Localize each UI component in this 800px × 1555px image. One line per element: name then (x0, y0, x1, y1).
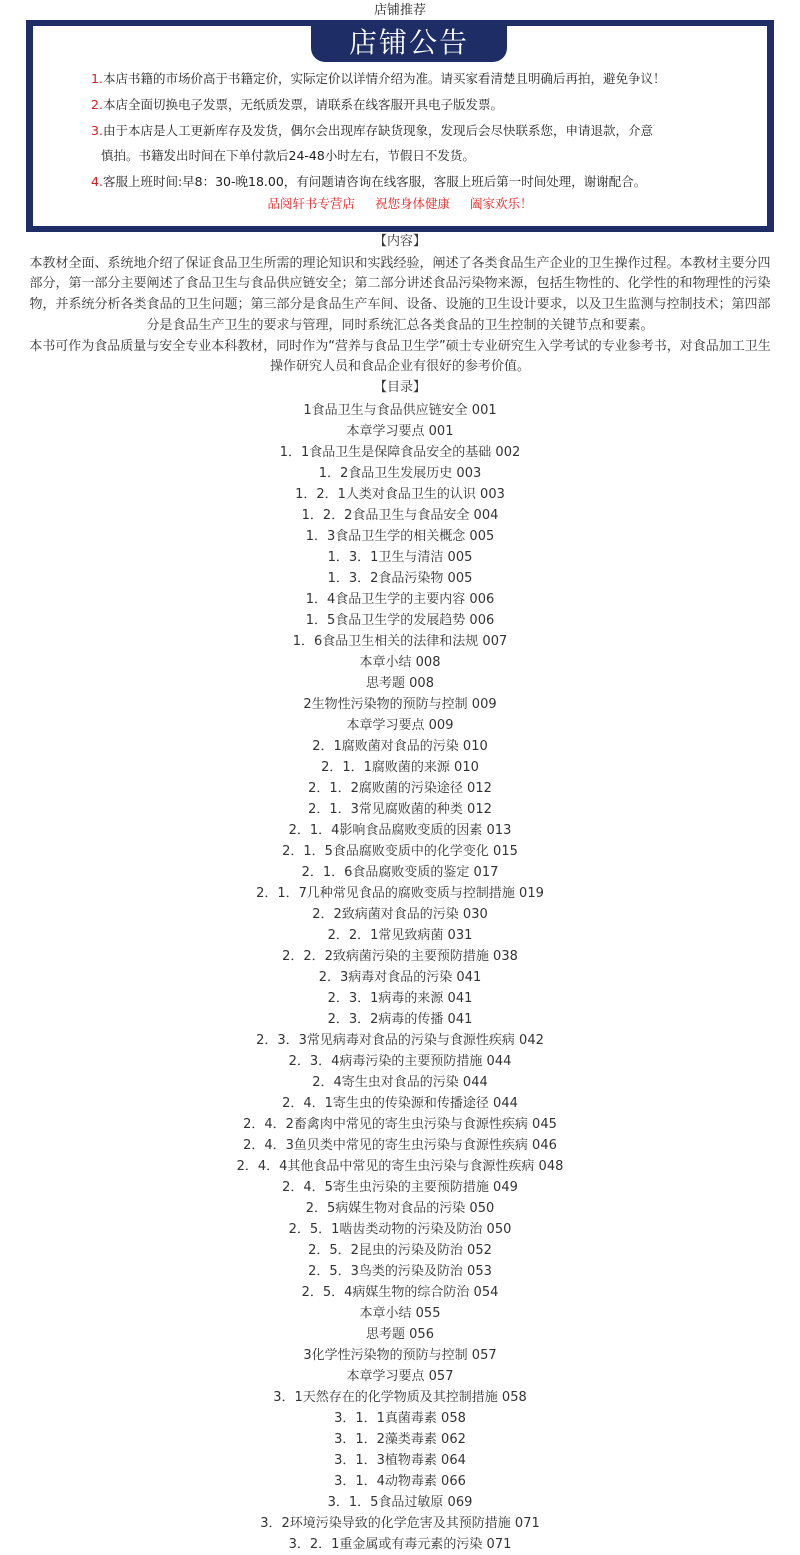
store-notice-title: 店铺公告 (311, 24, 507, 62)
toc-item: 1食品卫生与食品供应链安全 001 (303, 403, 497, 418)
toc-item: 1．5食品卫生学的发展趋势 006 (305, 613, 495, 628)
toc-item: 1．6食品卫生相关的法律和法规 007 (292, 634, 508, 649)
content-heading: 【内容】 (373, 234, 426, 249)
toc-item: 2．1腐败菌对食品的污染 010 (312, 739, 488, 754)
footer-greeting-2: 阖家欢乐！ (469, 196, 533, 211)
notice-line-text: 由于本店是人工更新库存及发货，偶尔会出现库存缺货现象，发现后会尽快联系您，申请退款，介意 (102, 123, 653, 138)
store-notice-body (33, 26, 767, 226)
page-title: 店铺推荐 (373, 3, 426, 18)
store-notice-banner (26, 20, 774, 232)
toc-item: 2．4．3鱼贝类中常见的寄生虫污染与食源性疾病 046 (243, 1138, 557, 1153)
toc-item: 2．1．4影响食品腐败变质的因素 013 (288, 823, 512, 838)
toc-item: 思考题 056 (366, 1327, 434, 1342)
content-line-2: 部分，第一部分主要阐述了食品卫生与食品供应链安全；第二部分讲述食品污染物来源，包括生物性的、化学性的和物理性的污染 (29, 276, 771, 291)
content-line-5: 本书可作为食品质量与安全专业本科教材，同时作为“营养与食品卫生学”硕士专业研究生入学考试的专业参考书，对食品加工卫生 (29, 339, 771, 354)
toc-item: 2生物性污染物的预防与控制 009 (303, 697, 497, 712)
toc-item: 1．2．2食品卫生与食品安全 004 (301, 508, 499, 523)
toc-item: 2．3．4病毒污染的主要预防措施 044 (288, 1054, 512, 1069)
toc-item: 2．5．4病媒生物的综合防治 054 (301, 1285, 499, 1300)
toc-item: 3．2．1重金属或有毒元素的污染 071 (288, 1537, 512, 1552)
notice-line-text: 客服上班时间:早8：30-晚18.00，有问题请咨询在线客服，客服上班后第一时间处理，谢谢配合。 (102, 174, 647, 189)
toc-item: 1．3．2食品污染物 005 (327, 571, 473, 586)
toc-item: 2．1．1腐败菌的来源 010 (321, 760, 479, 775)
table-of-contents (0, 400, 800, 1555)
toc-item: 2．1．7几种常见食品的腐败变质与控制措施 019 (256, 886, 544, 901)
toc-item: 3．1．3植物毒素 064 (334, 1453, 466, 1468)
toc-item: 2．2致病菌对食品的污染 030 (312, 907, 488, 922)
content-line-1: 本教材全面、系统地介绍了保证食品卫生所需的理论知识和实践经验，阐述了各类食品生产企业的卫生操作过程。本教材主要分四 (29, 256, 771, 271)
toc-item: 1．3．1卫生与清洁 005 (327, 550, 473, 565)
toc-item: 2．1．6食品腐败变质的鉴定 017 (301, 865, 499, 880)
toc-item: 本章学习要点 057 (346, 1369, 454, 1384)
content-line-6: 操作研究人员和食品企业有很好的参考价值。 (269, 359, 530, 374)
toc-item: 2．5．1啮齿类动物的污染及防治 050 (288, 1222, 512, 1237)
toc-item: 2．4．1寄生虫的传染源和传播途径 044 (282, 1096, 518, 1111)
notice-line-text: 慎拍。书籍发出时间在下单付款后24-48小时左右，节假日不发货。 (101, 148, 475, 163)
toc-item: 1．4食品卫生学的主要内容 006 (305, 592, 495, 607)
toc-item: 思考题 008 (366, 676, 434, 691)
toc-item: 3．1．4动物毒素 066 (334, 1474, 466, 1489)
toc-item: 1．1食品卫生是保障食品安全的基础 002 (279, 445, 521, 460)
notice-line-3-continued (101, 146, 475, 166)
toc-item: 2．4．2畜禽肉中常见的寄生虫污染与食源性疾病 045 (243, 1117, 557, 1132)
toc-item: 2．2．1常见致病菌 031 (327, 928, 473, 943)
toc-item: 2．1．3常见腐败菌的种类 012 (308, 802, 492, 817)
notice-line-text: 本店全面切换电子发票，无纸质发票，请联系在线客服开具电子版发票。 (102, 97, 503, 112)
notice-line-text: 本店书籍的市场价高于书籍定价，实际定价以详情介绍为准。请买家看清楚且明确后再拍，避免争议！ (102, 71, 666, 86)
toc-item: 2．5．3鸟类的污染及防治 053 (308, 1264, 492, 1279)
content-line-4: 分是食品生产卫生的要求与管理，同时系统汇总各类食品的卫生控制的关键节点和要素。 (146, 318, 654, 333)
notice-line-3 (91, 121, 653, 141)
toc-item: 2．3．3常见病毒对食品的污染与食源性疾病 042 (256, 1033, 544, 1048)
toc-item: 2．1．5食品腐败变质中的化学变化 015 (282, 844, 518, 859)
notice-line-number: 2. (91, 97, 103, 112)
notice-footer (33, 194, 767, 212)
toc-item: 1．2．1人类对食品卫生的认识 003 (295, 487, 505, 502)
toc-item: 本章小结 055 (359, 1306, 441, 1321)
toc-item: 3．1天然存在的化学物质及其控制措施 058 (273, 1390, 527, 1405)
toc-item: 2．1．2腐败菌的污染途径 012 (308, 781, 492, 796)
notice-line-number: 3. (91, 123, 103, 138)
notice-line-4 (91, 172, 646, 192)
toc-item: 本章小结 008 (359, 655, 441, 670)
toc-item: 2．4寄生虫对食品的污染 044 (312, 1075, 488, 1090)
toc-item: 2．3病毒对食品的污染 041 (318, 970, 482, 985)
toc-item: 3．1．2藻类毒素 062 (334, 1432, 466, 1447)
notice-line-number: 1. (91, 71, 103, 86)
toc-heading: 【目录】 (373, 380, 426, 395)
toc-item: 2．4．5寄生虫污染的主要预防措施 049 (282, 1180, 518, 1195)
toc-item: 本章学习要点 001 (346, 424, 454, 439)
store-name: 品阅轩书专营店 (267, 196, 355, 211)
toc-item: 1．3食品卫生学的相关概念 005 (305, 529, 495, 544)
notice-line-number: 4. (91, 174, 103, 189)
toc-item: 2．2．2致病菌污染的主要预防措施 038 (282, 949, 518, 964)
toc-item: 3．1．1真菌毒素 058 (334, 1411, 466, 1426)
toc-item: 2．3．2病毒的传播 041 (327, 1012, 473, 1027)
notice-line-2 (91, 95, 503, 115)
toc-item: 2．3．1病毒的来源 041 (327, 991, 473, 1006)
toc-item: 3．1．5食品过敏原 069 (327, 1495, 473, 1510)
toc-item: 3．2环境污染导致的化学危害及其预防措施 071 (260, 1516, 540, 1531)
toc-item: 2．5．2昆虫的污染及防治 052 (308, 1243, 492, 1258)
toc-item: 本章学习要点 009 (346, 718, 454, 733)
toc-item: 2．4．4其他食品中常见的寄生虫污染与食源性疾病 048 (236, 1159, 564, 1174)
footer-greeting-1: 祝您身体健康 (374, 196, 450, 211)
content-line-3: 物，并系统分析各类食品的卫生问题；第三部分是食品生产车间、设备、设施的卫生设计要求，以及卫生监测与控制技术；第四部 (29, 297, 771, 312)
toc-item: 1．2食品卫生发展历史 003 (318, 466, 482, 481)
toc-item: 3化学性污染物的预防与控制 057 (303, 1348, 497, 1363)
notice-line-1 (91, 69, 665, 89)
toc-item: 2．5病媒生物对食品的污染 050 (305, 1201, 495, 1216)
